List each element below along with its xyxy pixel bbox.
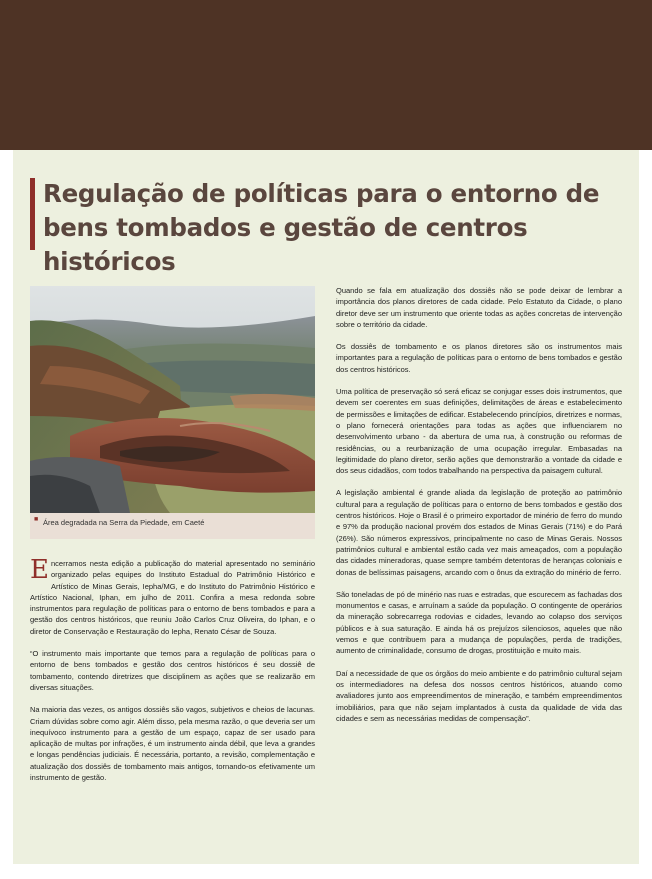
intro-paragraph xyxy=(30,555,315,637)
right-paragraph: A legislação ambiental é grande aliada da legislação de proteção ao patrimônio cultural para a regulação de políticas para o entorno de bens tombados e gestão dos centros históricos. Hoje o Brasil é o primeiro exportador de minério de ferro do mundo e 97% da produção nacional provém dos estados de Minas Gerais (71%) e do Pará (26%). São números expressivos, principalmente no caso de Minas Gerais. Nossos patrimônios cultural e ambiental estão cada vez mais ameaçados, com a população das cidades mineradoras, quase sempre também detentoras de heranças coloniais e donas de belíssimas paisagens, arcando com o ônus da extração do minério de ferro. xyxy=(336,488,622,577)
right-paragraph: Quando se fala em atualização dos dossiês não se pode deixar de lembrar a importância dos planos diretores de cada cidade. Pelo Estatuto da Cidade, o plano diretor deve ser um instrumento que oriente todas as ações concretas de intervenção sobre o território da cidade. xyxy=(336,286,622,329)
left-paragraph: “O instrumento mais importante que temos para a regulação de políticas para o entorno de bens tombados e gestão dos centros históricos é seu dossiê de tombamento, contendo diretrizes que disciplinem as ações que se realizarão em diversas situações. xyxy=(30,649,315,692)
right-column xyxy=(336,285,622,735)
caption-bullet-icon: ■ xyxy=(34,516,39,523)
article-title: Regulação de políticas para o entorno de bens tombados e gestão de centros históricos xyxy=(43,179,600,276)
photo-caption: Área degradada na Serra da Piedade, em Caeté xyxy=(43,518,205,527)
left-column xyxy=(30,555,315,794)
right-paragraph: Daí a necessidade de que os órgãos do meio ambiente e do patrimônio cultural sejam os intermediadores na defesa dos nossos centros históricos, atuando como avaliadores junto aos empreendimentos de mineração, e também empreendimentos imobiliários, para que não sejam implantados à custa da qualidade de vida das cidades e sem as necessárias medidas de compensação”. xyxy=(336,668,623,723)
left-paragraph: Na maioria das vezes, os antigos dossiês são vagos, subjetivos e cheios de lacunas. Criam dúvidas sobre como agir. Além disso, pela mesma razão, o que deveria ser um inequívoco instrumento para a gestão de um espaço, capaz de ser usado para aplicação de multas por infrações, é um instrumento ainda débil, que leva a grandes e longas pendências judiciais. É necessária, portanto, a revisão, complementação e atualização dos dossiês de tombamento mais antigos, tornando-os efetivamente um instrumento de gestão. xyxy=(30,705,315,783)
photo-degraded-mining-area xyxy=(30,286,315,513)
dropcap-letter: E xyxy=(30,555,49,585)
right-paragraph: Uma política de preservação só será eficaz se conjugar esses dois instrumentos, que devem ser coerentes em suas definições, delimitações de áreas e estabelecimento de permissões e limitações de edificar. Estabelecendo princípios, diretrizes e normas, o plano fornecerá orientações para todas as ações que influenciarem no desenvolvimento urbano - da abertura de uma rua, à construção ou reformas de residências, ou a reurbanização de uma ocupação irregular. Embasadas na legitimidade do plano diretor, serão ações que demonstrarão a vontade da cidade e dos seus cidadãos, com todos trabalhando na perspectiva da paisagem cultural. xyxy=(336,387,622,476)
right-paragraph: São toneladas de pó de minério nas ruas e estradas, que escurecem as fachadas dos monumentos e casas, e arruínam a saúde da população. O contingente de operários da mineração sobrecarrega rodovias e cidades, levando ao colapso dos serviços públicos e à sua saturação. E ainda há os prejuízos silenciosos, aqueles que não vemos e que contribuem para a mudança de populações, perda de tradições, aumento de criminalidade, consumo de drogas, prostituição e muito mais. xyxy=(336,589,623,656)
top-header-band xyxy=(0,0,652,150)
title-accent-bar xyxy=(30,178,35,250)
right-paragraph: Os dossiês de tombamento e os planos diretores são os instrumentos mais importantes para a regulação de políticas para o entorno de bens tombados e gestão dos centros históricos. xyxy=(336,342,622,374)
intro-text: ncerramos nesta edição a publicação do material apresentado no seminário organizado pelas equipes do Instituto Estadual do Patrimônio Histórico e Artístico de Minas Gerais, Iepha/MG, e do Instituto do Patrimônio Histórico e Artístico Nacional, Iphan, em julho de 2011. Confira a mesa redonda sobre instrumentos para regulação de políticas para o entorno de bens tombados e para a gestão dos centros históricos, que reuniu João Carlos Cruz Oliveira, do Iphan, e o diretor de Conservação e Restauração do Iepha, Renato César de Souza. xyxy=(30,559,315,636)
